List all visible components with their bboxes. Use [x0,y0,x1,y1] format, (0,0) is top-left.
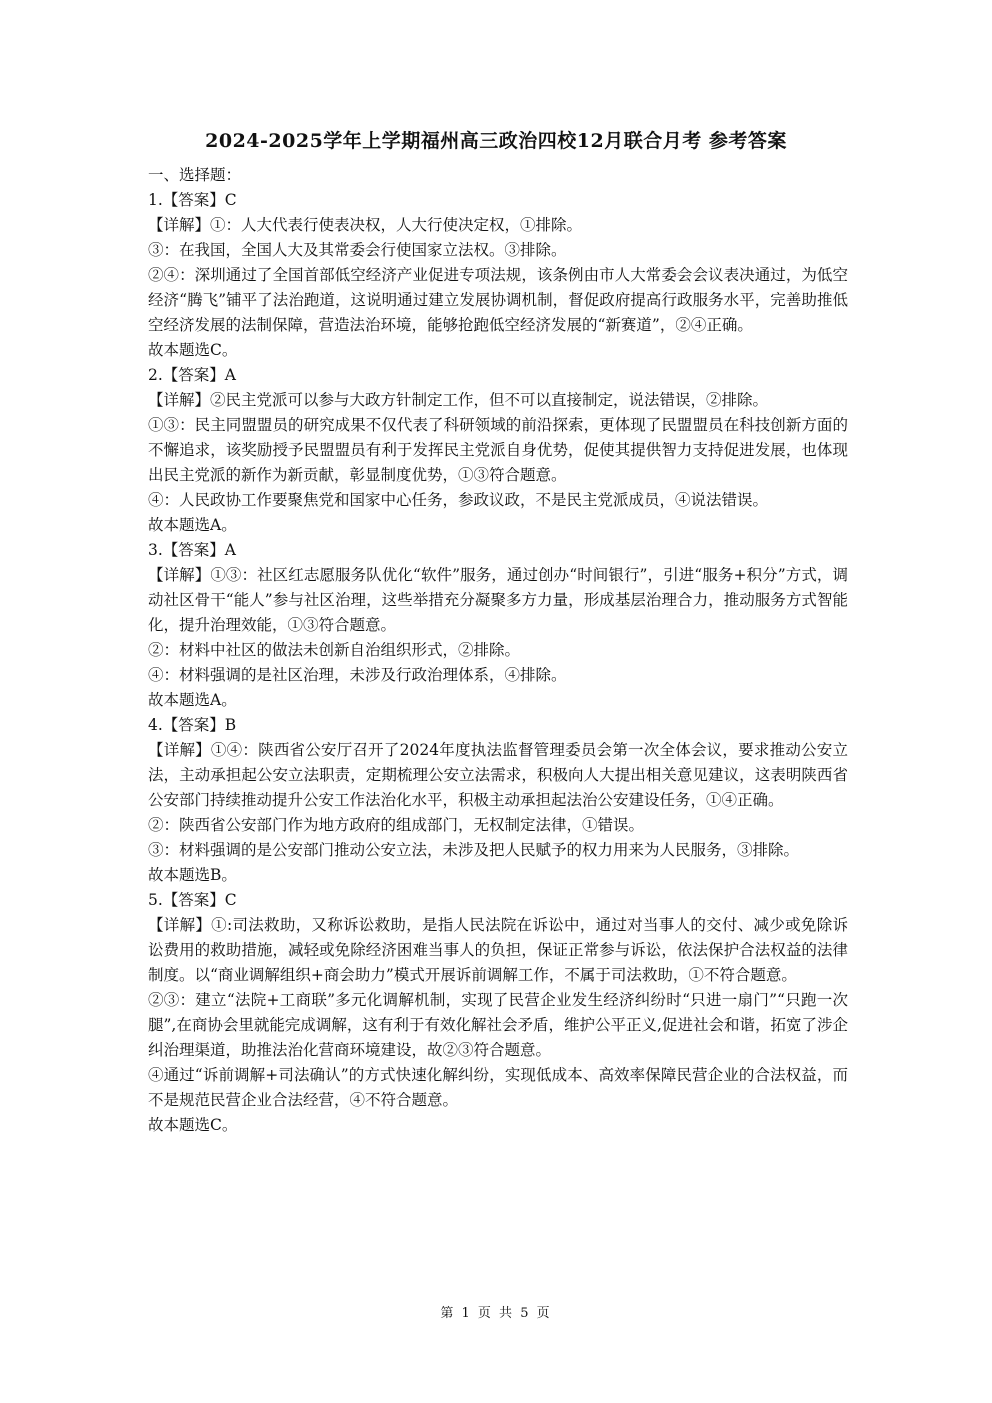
text-line: ③：材料强调的是公安部门推动公安立法，未涉及把人民赋予的权力用来为人民服务，③排除。 [148,841,800,859]
text-line: 【详解】①：人大代表行使表决权，人大行使决定权，①排除。 [148,216,583,234]
text-line: ②：陕西省公安部门作为地方政府的组成部门，无权制定法律，①错误。 [148,816,645,834]
text-line: ④：人民政协工作要聚焦党和国家中心任务，参政议政，不是民主党派成员，④说法错误。 [148,491,769,509]
section-heading: 一、选择题： [148,166,242,184]
text-line: 【详解】②民主党派可以参与大政方针制定工作，但不可以直接制定，说法错误，②排除。 [148,391,769,409]
text-line: 3.【答案】A [148,541,236,559]
text-line: 5.【答案】C [148,891,237,909]
text-line: 故本题选A。 [148,516,237,534]
text-line: 【详解】①:司法救助，又称诉讼救助，是指人民法院在诉讼中，通过对当事人的交付、减少或免除诉讼费用的救助措施，减轻或免除经济困难当事人的负担，保证正常参与诉讼，依法保护合法权益的法律制度。以“商业调解组织+商会助力”模式开展诉前调解工作，不属于司法救助，①不符合题意。 [148,916,848,984]
text-line: ②③：建立“法院+工商联”多元化调解机制，实现了民营企业发生经济纠纷时“只进一扇门”“只跑一次腿”,在商协会里就能完成调解，这有利于有效化解社会矛盾，维护公平正义,促进社会和谐，拓宽了涉企纠治理渠道，助推法治化营商环境建设，故②③符合题意。 [148,991,848,1059]
answer-content [148,163,848,1138]
text-line: 【详解】①③：社区红志愿服务队优化“软件”服务，通过创办“时间银行”，引进“服务+积分”方式，调动社区骨干“能人”参与社区治理，这些举措充分凝聚多方力量，形成基层治理合力，推动服务方式智能化，提升治理效能，①③符合题意。 [148,566,848,634]
text-line: 2.【答案】A [148,366,236,384]
page-title: 2024-2025学年上学期福州高三政治四校12月联合月考 参考答案 [205,130,787,152]
page-footer: 第 1 页 共 5 页 [440,1306,552,1321]
text-line: 故本题选A。 [148,691,237,709]
text-line: 4.【答案】B [148,716,237,734]
text-line: 1.【答案】C [148,191,237,209]
text-line: ③：在我国，全国人大及其常委会行使国家立法权。③排除。 [148,241,567,259]
text-line: ④：材料强调的是社区治理，未涉及行政治理体系，④排除。 [148,666,567,684]
text-line: 故本题选C。 [148,1116,238,1134]
text-line: 故本题选B。 [148,866,237,884]
text-line: 故本题选C。 [148,341,238,359]
text-line: ④通过“诉前调解+司法确认”的方式快速化解纠纷，实现低成本、高效率保障民营企业的合法权益，而不是规范民营企业合法经营，④不符合题意。 [148,1066,848,1109]
text-line: ②：材料中社区的做法未创新自治组织形式，②排除。 [148,641,521,659]
text-line: ①③：民主同盟盟员的研究成果不仅代表了科研领域的前沿探索，更体现了民盟盟员在科技创新方面的不懈追求，该奖励授予民盟盟员有利于发挥民主党派自身优势，促使其提供智力支持促进发展，也体现出民主党派的新作为新贡献，彰显制度优势，①③符合题意。 [148,416,848,484]
text-line: ②④：深圳通过了全国首部低空经济产业促进专项法规，该条例由市人大常委会会议表决通过，为低空经济“腾飞”铺平了法治跑道，这说明通过建立发展协调机制，督促政府提高行政服务水平，完善助推低空经济发展的法制保障，营造法治环境，能够抢跑低空经济发展的“新赛道”，②④正确。 [148,266,848,334]
text-line: 【详解】①④：陕西省公安厅召开了2024年度执法监督管理委员会第一次全体会议，要求推动公安立法，主动承担起公安立法职责，定期梳理公安立法需求，积极向人大提出相关意见建议，这表明陕西省公安部门持续推动提升公安工作法治化水平，积极主动承担起法治公安建设任务，①④正确。 [148,741,848,809]
